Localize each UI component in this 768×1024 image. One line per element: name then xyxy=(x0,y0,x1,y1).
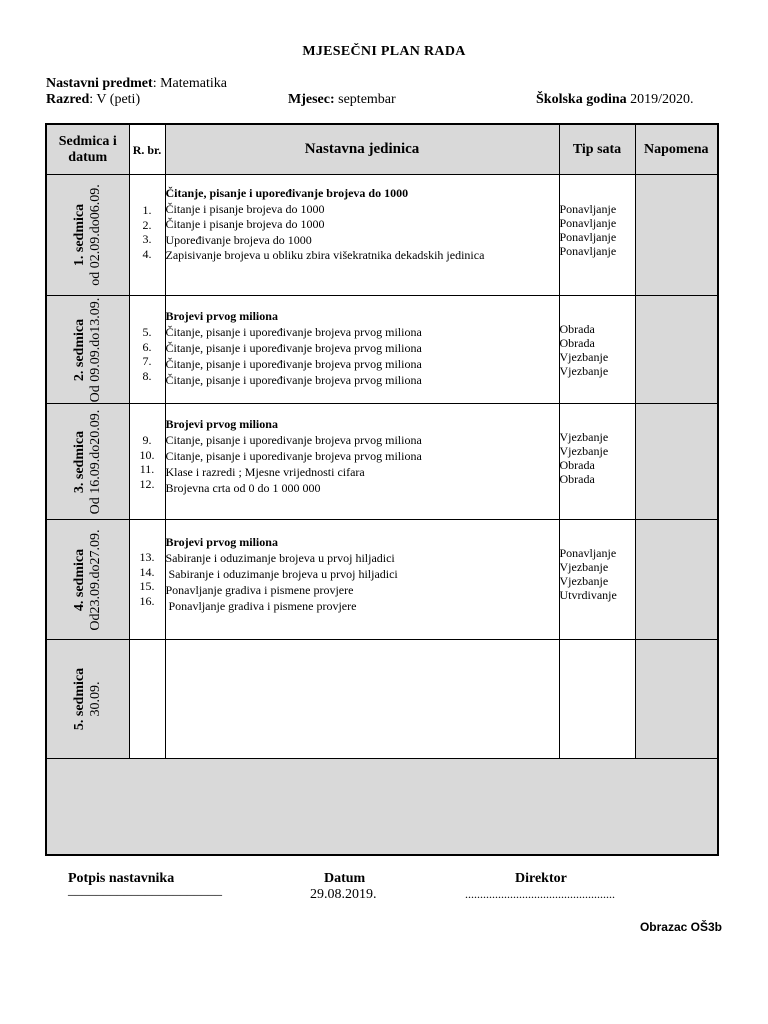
note-cell xyxy=(635,640,718,759)
table-row xyxy=(46,296,718,404)
table-header-row xyxy=(46,124,718,175)
week-label: 2. sedmica xyxy=(71,318,87,381)
director-signature-line: .................................................. xyxy=(465,887,615,901)
header-week: Sedmica i datum xyxy=(46,124,129,175)
lesson-units xyxy=(165,520,559,640)
week-date: 30.09. xyxy=(87,681,103,717)
teacher-signature xyxy=(68,871,222,899)
unit-line: Zapisivanje brojeva u obliku zbira višekratnika dekadskih jedinica xyxy=(165,248,485,262)
unit-line: Čitanje i pisanje brojeva do 1000 xyxy=(165,217,325,231)
grade-value: : V (peti) xyxy=(89,92,141,107)
subject-value: : Matematika xyxy=(152,76,227,91)
lesson-units xyxy=(165,175,559,296)
grade-field xyxy=(46,92,140,108)
date-label: Datum xyxy=(324,871,366,886)
week-cell xyxy=(46,520,129,640)
lesson-units xyxy=(165,296,559,404)
unit-line: Upoređivanje brojeva do 1000 xyxy=(165,232,312,247)
director-signature xyxy=(465,871,615,902)
unit-line: Čitanje, pisanje i upoređivanje brojeva prvog miliona xyxy=(165,325,422,339)
teacher-signature-line: ______________________ xyxy=(68,883,222,898)
school-year-value: 2019/2020. xyxy=(626,92,694,107)
form-code: Obrazac OŠ3b xyxy=(639,920,722,934)
teacher-signature-label: Potpis nastavnika xyxy=(68,871,175,886)
unit-heading: Brojevi prvog miliona xyxy=(165,417,278,431)
table-footer-row xyxy=(46,759,718,856)
lesson-types: Vjezbanje Vjezbanje Obrada Obrada xyxy=(559,404,635,520)
note-cell xyxy=(635,296,718,404)
month-field xyxy=(288,92,396,108)
unit-line: Čitanje i pisanje brojeva do 1000 xyxy=(165,201,325,216)
unit-line: Brojevna crta od 0 do 1 000 000 xyxy=(165,481,321,495)
lesson-numbers: 1. 2. 3. 4. xyxy=(129,175,165,296)
table-row xyxy=(46,520,718,640)
note-cell xyxy=(635,404,718,520)
page-title: MJESEČNI PLAN RADA xyxy=(302,44,466,59)
table-row xyxy=(46,404,718,520)
month-value: septembar xyxy=(334,92,396,107)
header-number: R. br. xyxy=(129,124,165,175)
unit-line: Ponavljanje gradiva i pismene provjere xyxy=(165,599,357,613)
lesson-types: Obrada Obrada Vjezbanje Vjezbanje xyxy=(559,296,635,404)
director-label: Direktor xyxy=(515,871,567,886)
header-type: Tip sata xyxy=(559,124,635,175)
table-row xyxy=(46,175,718,296)
unit-line: Citanje, pisanje i uporedivanje brojeva prvog miliona xyxy=(165,433,422,447)
subject-label: Nastavni predmet xyxy=(46,76,153,91)
week-label: 3. sedmica xyxy=(71,430,87,493)
week-label: 5. sedmica xyxy=(71,667,87,731)
week-label: 1. sedmica xyxy=(71,203,87,267)
plan-table xyxy=(45,123,719,856)
school-year-field xyxy=(536,92,694,108)
lesson-numbers: 5. 6. 7. 8. xyxy=(129,296,165,404)
lesson-numbers xyxy=(129,640,165,759)
unit-line: Klase i razredi ; Mjesne vrijednosti cifara xyxy=(165,465,365,479)
unit-line: Čitanje, pisanje i upoređivanje brojeva prvog miliona xyxy=(165,373,422,387)
unit-line: Sabiranje i oduzimanje brojeva u prvoj hiljadici xyxy=(165,551,395,565)
date-value: 29.08.2019. xyxy=(310,887,377,902)
unit-line: Ponavljanje gradiva i pismene provjere xyxy=(165,583,354,597)
lesson-numbers: 13. 14. 15. 16. xyxy=(129,520,165,640)
unit-line: Sabiranje i oduzimanje brojeva u prvoj hiljadici xyxy=(165,567,398,581)
unit-heading: Brojevi prvog miliona xyxy=(165,535,278,549)
note-cell xyxy=(635,175,718,296)
week-cell xyxy=(46,404,129,520)
unit-heading: Čitanje, pisanje i upoređivanje brojeva do 1000 xyxy=(165,186,409,200)
week-date: Od 16.09.do20.09. xyxy=(87,409,103,514)
date-block xyxy=(310,871,377,903)
header-note: Napomena xyxy=(635,124,718,175)
unit-line: Čitanje, pisanje i upoređivanje brojeva prvog miliona xyxy=(165,341,422,355)
week-cell xyxy=(46,175,129,296)
lesson-units xyxy=(165,404,559,520)
grade-label: Razred xyxy=(46,92,90,107)
note-cell xyxy=(635,520,718,640)
week-date: od 02.09.do06.09. xyxy=(87,184,103,286)
unit-line: Citanje, pisanje i uporedivanje brojeva prvog miliona xyxy=(165,449,422,463)
week-date: Od 09.09.do13.09. xyxy=(87,297,103,402)
subject-field xyxy=(46,76,227,92)
unit-line: Čitanje, pisanje i upoređivanje brojeva prvog miliona xyxy=(165,357,422,371)
unit-heading: Brojevi prvog miliona xyxy=(165,309,278,323)
week-cell xyxy=(46,640,129,759)
week-label: 4. sedmica xyxy=(71,548,87,611)
school-year-label: Školska godina xyxy=(536,92,627,107)
month-label: Mjesec: xyxy=(288,92,335,107)
lesson-types: Ponavljanje Vjezbanje Vjezbanje Utvrdivanje xyxy=(559,520,635,640)
week-cell xyxy=(46,296,129,404)
lesson-units xyxy=(165,640,559,759)
empty-footer-cell xyxy=(46,759,718,856)
header-unit: Nastavna jedinica xyxy=(165,124,559,175)
lesson-types xyxy=(559,640,635,759)
lesson-numbers: 9. 10. 11. 12. xyxy=(129,404,165,520)
lesson-types: Ponavljanje Ponavljanje Ponavljanje Ponavljanje xyxy=(559,175,635,296)
table-row xyxy=(46,640,718,759)
week-date: Od23.09.do27.09. xyxy=(87,528,103,631)
